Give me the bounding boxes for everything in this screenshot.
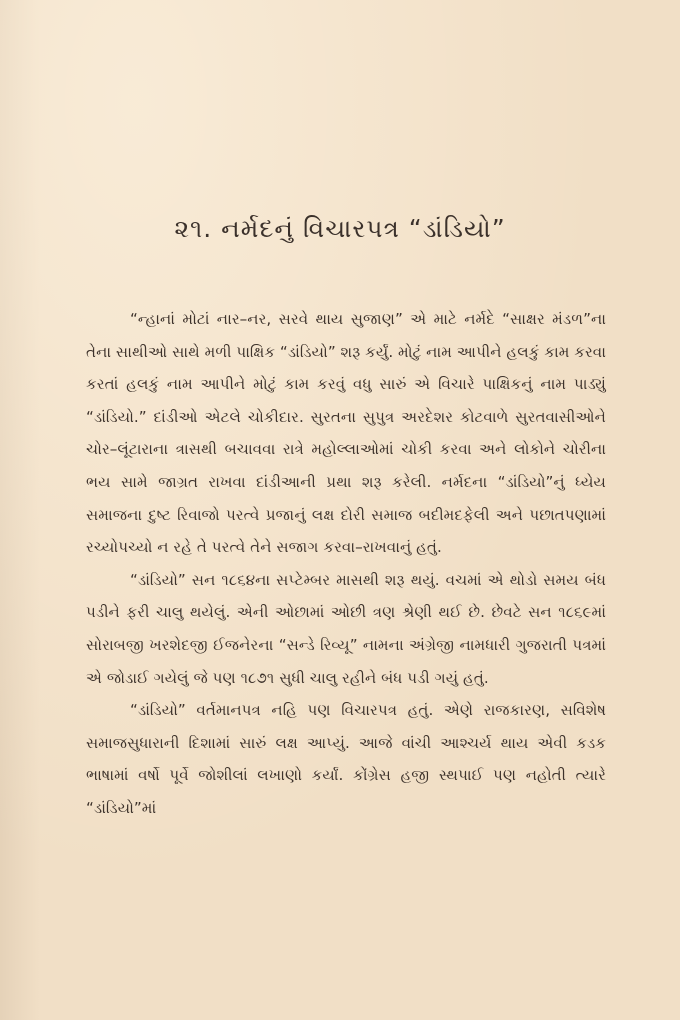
paragraph: “ડાંડિયો” સન ૧૮૬૪ના સપ્ટેમ્બર માસથી શરૂ થયું. વચમાં એ થોડો સમય બંધ પડીને ફરી ચાલુ થયેલું. એની ઓછામાં ઓછી ત્રણ શ્રેણી થઈ છે. છેવટે સન ૧૮૬૯માં સોરાબજી ખરશેદજી ઈજનેરના “સન્ડે રિવ્યૂ” નામના અંગ્રેજી નામધારી ગુજરાતી પત્રમાં એ જોડાઈ ગયેલું જે પણ ૧૮૭૧ સુધી ચાલુ રહીને બંધ પડી ગયું હતું.: [86, 570, 606, 687]
paragraph: “ન્હાનાં મોટાં નાર–નર, સરવે થાય સુજાણ” એ માટે નર્મદે “સાક્ષર મંડળ”ના તેના સાથીઓ સાથે મળી પાક્ષિક “ડાંડિયો” શરૂ કર્યું. મોટું નામ આપીને હલકું કામ કરવા કરતાં હલકું નામ આપીને મોટું કામ કરવું વધુ સારું એ વિચારે પાક્ષિકનું નામ પાડ્યું “ડાંડિયો.” દાંડીઓ એટલે ચોકીદાર. સુરતના સુપુત્ર અરદેશર કોટવાળે સુરતવાસીઓને ચોર–લૂંટારાના ત્રાસથી બચાવવા રાત્રે મહોલ્લાઓમાં ચોકી કરવા અને લોકોને ચોરીના ભય સામે જાગ્રત રાખવા દાંડીઆની પ્રથા શરૂ કરેલી. નર્મદના “ડાંડિયો”નું ધ્યેય સમાજના દુષ્ટ રિવાજો પરત્વે પ્રજાનું લક્ષ દોરી સમાજ બદીમદફેલી અને પછાતપણામાં રચ્યોપચ્યો ન રહે તે પરત્વે તેને સજાગ કરવા–રાખવાનું હતું.: [86, 310, 606, 557]
chapter-body: [86, 303, 606, 825]
paragraph: “ડાંડિયો” વર્તમાનપત્ર નહિ પણ વિચારપત્ર હતું. એણે રાજકારણ, સવિશેષ સમાજસુધારાની દિશામાં સારું લક્ષ આપ્યું. આજે વાંચી આશ્ચર્ય થાય એવી કડક ભાષામાં વર્ષો પૂર્વે જોશીલાં લખાણો કર્યાં. કોંગ્રેસ હજી સ્થપાઈ પણ નહોતી ત્યારે “ડાંડિયો”માં: [86, 701, 606, 817]
chapter-title: ૨૧. નર્મદનું વિચારપત્ર “ડાંડિયો”: [174, 214, 506, 243]
